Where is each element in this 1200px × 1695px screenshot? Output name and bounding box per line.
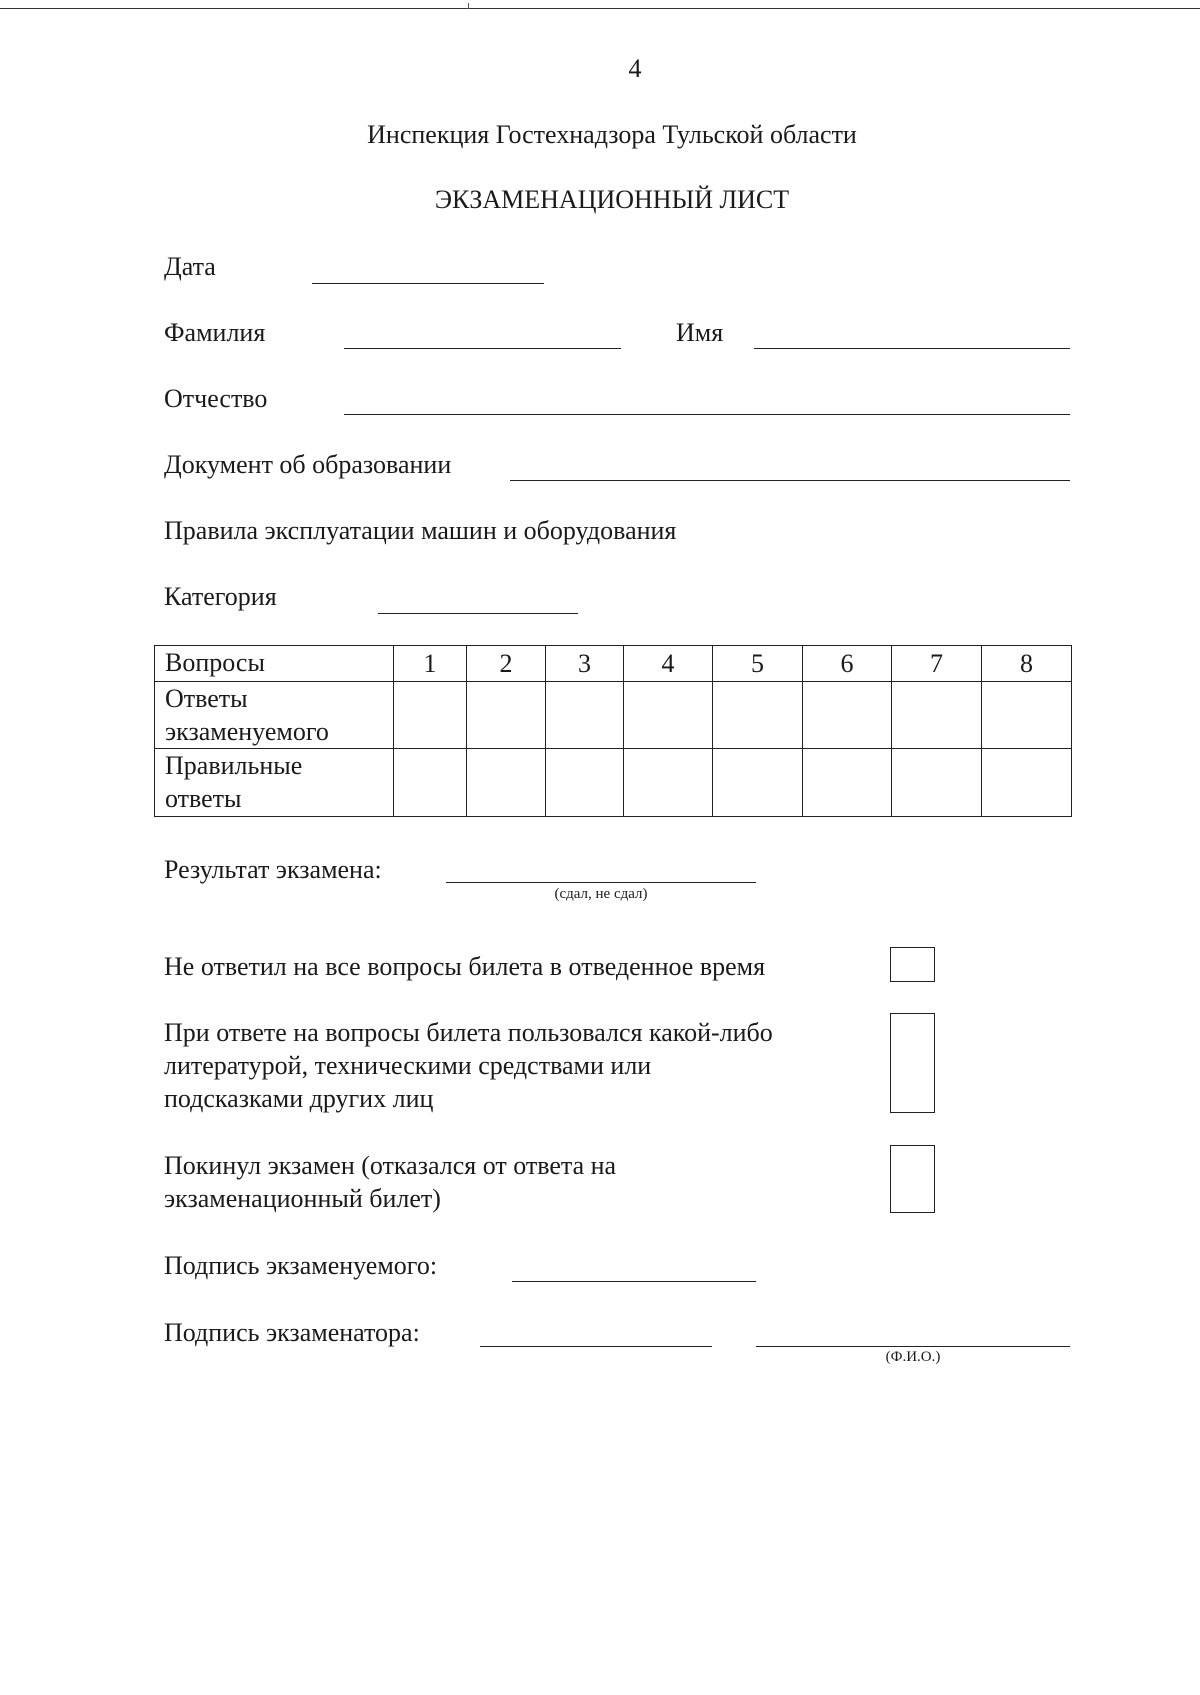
examiner-name-field[interactable]	[756, 1346, 1070, 1347]
not-answered-label: Не ответил на все вопросы билета в отведенное время	[164, 952, 766, 981]
patronymic-label: Отчество	[164, 384, 268, 413]
used-aids-line2: литературой, техническими средствами или	[164, 1051, 652, 1080]
table-row-questions	[155, 646, 1072, 682]
date-label: Дата	[164, 252, 216, 281]
used-aids-line1: При ответе на вопросы билета пользовался какой-либо	[164, 1018, 773, 1047]
examinee-answer-cell-5[interactable]	[713, 682, 803, 749]
document-title: ЭКЗАМЕНАЦИОННЫЙ ЛИСТ	[434, 185, 790, 214]
left-exam-line2: экзаменационный билет)	[164, 1184, 441, 1213]
category-label: Категория	[164, 582, 277, 611]
correct-answers-header-line2: ответы	[165, 784, 242, 813]
examinee-answers-header-line2: экзаменуемого	[165, 717, 329, 746]
correct-answer-cell-8[interactable]	[982, 749, 1072, 817]
question-number-6: 6	[803, 646, 892, 682]
top-border-line	[0, 8, 1200, 9]
first-name-field[interactable]	[754, 348, 1070, 349]
left-exam-checkbox[interactable]	[890, 1145, 935, 1213]
examinee-answer-cell-2[interactable]	[467, 682, 546, 749]
examiner-signature-label: Подпись экзаменатора:	[164, 1318, 420, 1347]
surname-label: Фамилия	[164, 318, 266, 347]
table-row-correct-answers	[155, 749, 1072, 817]
examinee-answer-cell-8[interactable]	[982, 682, 1072, 749]
answers-table	[154, 645, 1072, 817]
examinee-answers-header	[155, 682, 394, 749]
patronymic-field[interactable]	[344, 414, 1070, 415]
not-answered-checkbox[interactable]	[890, 947, 935, 982]
education-doc-field[interactable]	[510, 480, 1070, 481]
used-aids-label	[164, 1016, 773, 1115]
question-number-8: 8	[982, 646, 1072, 682]
examinee-answer-cell-4[interactable]	[624, 682, 713, 749]
question-number-7: 7	[892, 646, 982, 682]
question-number-1: 1	[394, 646, 467, 682]
result-field[interactable]	[446, 882, 756, 883]
left-exam-label	[164, 1149, 616, 1215]
correct-answer-cell-4[interactable]	[624, 749, 713, 817]
date-field[interactable]	[312, 283, 544, 284]
page-number: 4	[628, 54, 642, 83]
used-aids-line3: подсказками других лиц	[164, 1084, 434, 1113]
correct-answer-cell-1[interactable]	[394, 749, 467, 817]
category-field[interactable]	[378, 613, 578, 614]
organization-title: Инспекция Гостехнадзора Тульской области	[367, 120, 857, 149]
top-border-tick	[468, 3, 469, 9]
examiner-signature-field[interactable]	[480, 1346, 712, 1347]
left-exam-line1: Покинул экзамен (отказался от ответа на	[164, 1151, 617, 1180]
correct-answer-cell-2[interactable]	[467, 749, 546, 817]
correct-answer-cell-5[interactable]	[713, 749, 803, 817]
question-number-5: 5	[713, 646, 803, 682]
correct-answers-header-line1: Правильные	[165, 751, 303, 780]
correct-answer-cell-6[interactable]	[803, 749, 892, 817]
examinee-signature-field[interactable]	[512, 1281, 756, 1282]
correct-answer-cell-3[interactable]	[546, 749, 624, 817]
examinee-answer-cell-7[interactable]	[892, 682, 982, 749]
examinee-signature-label: Подпись экзаменуемого:	[164, 1251, 438, 1280]
examinee-answer-cell-3[interactable]	[546, 682, 624, 749]
examinee-answers-header-line1: Ответы	[165, 684, 248, 713]
question-number-2: 2	[467, 646, 546, 682]
correct-answer-cell-7[interactable]	[892, 749, 982, 817]
first-name-label: Имя	[676, 318, 724, 347]
questions-header: Вопросы	[155, 646, 394, 682]
examinee-answer-cell-1[interactable]	[394, 682, 467, 749]
rules-label: Правила эксплуатации машин и оборудования	[164, 516, 677, 545]
examiner-name-hint: (Ф.И.О.)	[885, 1349, 941, 1365]
question-number-3: 3	[546, 646, 624, 682]
used-aids-checkbox[interactable]	[890, 1013, 935, 1113]
result-label: Результат экзамена:	[164, 855, 382, 884]
surname-field[interactable]	[344, 348, 621, 349]
question-number-4: 4	[624, 646, 713, 682]
examinee-answer-cell-6[interactable]	[803, 682, 892, 749]
table-row-examinee-answers	[155, 682, 1072, 749]
education-doc-label: Документ об образовании	[164, 450, 452, 479]
result-hint: (сдал, не сдал)	[554, 886, 648, 902]
correct-answers-header	[155, 749, 394, 817]
